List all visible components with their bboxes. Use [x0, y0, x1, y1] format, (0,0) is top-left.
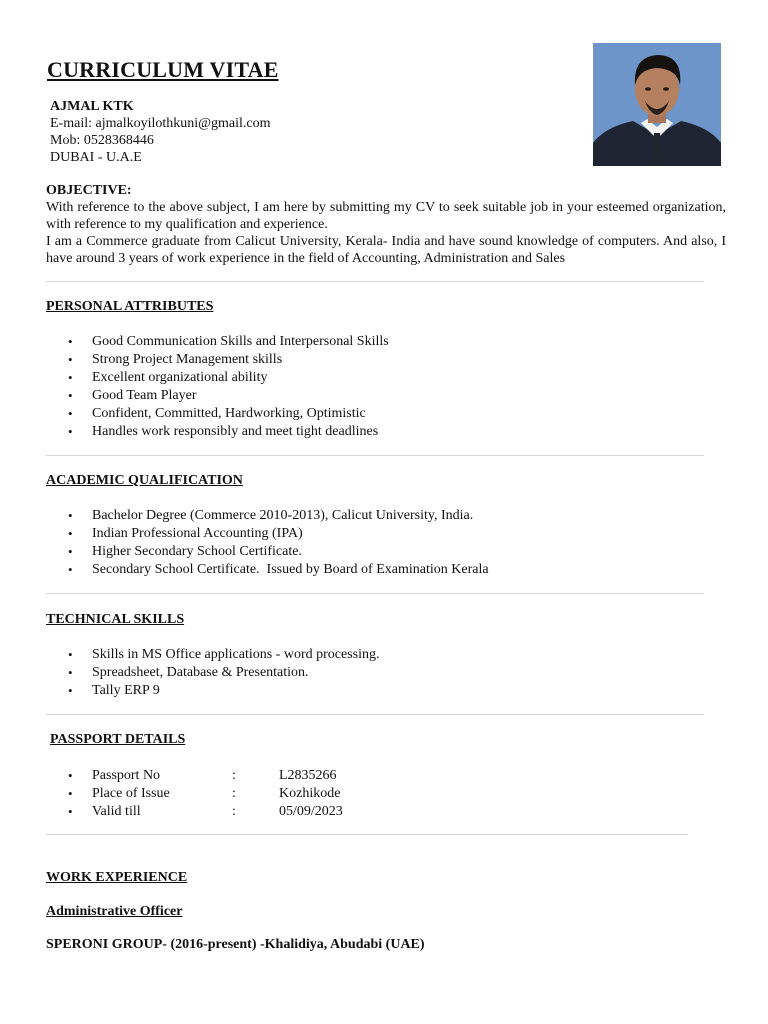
passport-row [46, 803, 343, 821]
passport-colon: : [232, 804, 236, 819]
list-item: • Good Communication Skills and Interpersonal Skills [46, 333, 389, 351]
objective-paragraph-1: With reference to the above subject, I am here by submitting my CV to seek suitable job in your esteemed organization, with reference to my qualification and experience. [46, 200, 726, 232]
list-item: • Indian Professional Accounting (IPA) [46, 525, 489, 543]
list-item: • Good Team Player [46, 387, 389, 405]
list-item: • Handles work responsibly and meet tight deadlines [46, 423, 389, 441]
objective-section [46, 182, 726, 267]
academic-heading: ACADEMIC QUALIFICATION [46, 473, 243, 488]
section-divider [46, 834, 688, 835]
personal-attributes-list [46, 333, 389, 441]
passport-colon: : [232, 786, 236, 801]
personal-attributes-heading: PERSONAL ATTRIBUTES [46, 299, 214, 314]
technical-skills-list [46, 646, 380, 700]
contact-block [50, 98, 271, 166]
list-item: • Confident, Committed, Hardworking, Optimistic [46, 405, 389, 423]
profile-photo-illustration [593, 43, 721, 166]
list-item: • Higher Secondary School Certificate. [46, 543, 489, 561]
technical-skills-heading: TECHNICAL SKILLS [46, 612, 185, 627]
list-item: • Secondary School Certificate. Issued by Board of Examination Kerala [46, 561, 489, 579]
location-line: DUBAI - U.A.E [50, 150, 142, 165]
passport-heading: PASSPORT DETAILS [50, 732, 186, 747]
passport-value: Kozhikode [279, 786, 341, 801]
work-experience-heading: WORK EXPERIENCE [46, 870, 188, 885]
passport-value: 05/09/2023 [279, 804, 343, 819]
work-role: Administrative Officer [46, 904, 183, 919]
passport-label: Valid till [92, 804, 141, 819]
candidate-name: AJMAL KTK [50, 99, 134, 114]
list-item: • Bachelor Degree (Commerce 2010-2013), Calicut University, India. [46, 507, 489, 525]
passport-list [46, 767, 343, 821]
section-divider [46, 593, 704, 594]
objective-paragraph-2: I am a Commerce graduate from Calicut University, Kerala- India and have sound knowledge of computers. And also, I have around 3 years of work experience in the field of Accounting, Administration and Sales [46, 234, 726, 266]
passport-row [46, 767, 343, 785]
list-item: • Spreadsheet, Database & Presentation. [46, 664, 380, 682]
profile-photo [593, 43, 721, 166]
passport-colon: : [232, 768, 236, 783]
mobile-line: Mob: 0528368446 [50, 133, 154, 148]
list-item: • Excellent organizational ability [46, 369, 389, 387]
section-divider [46, 714, 704, 715]
list-item: • Tally ERP 9 [46, 682, 380, 700]
passport-label: Place of Issue [92, 786, 170, 801]
objective-heading: OBJECTIVE: [46, 183, 132, 198]
list-item: • Skills in MS Office applications - word processing. [46, 646, 380, 664]
passport-row [46, 785, 343, 803]
section-divider [46, 281, 704, 282]
section-divider [46, 455, 704, 456]
academic-list [46, 507, 489, 579]
list-item: • Strong Project Management skills [46, 351, 389, 369]
work-company: SPERONI GROUP- (2016-present) -Khalidiya, Abudabi (UAE) [46, 937, 425, 952]
passport-value: L2835266 [279, 768, 337, 783]
page-title: CURRICULUM VITAE [47, 57, 279, 82]
email-line: E-mail: ajmalkoyilothkuni@gmail.com [50, 116, 271, 131]
passport-label: Passport No [92, 768, 161, 783]
